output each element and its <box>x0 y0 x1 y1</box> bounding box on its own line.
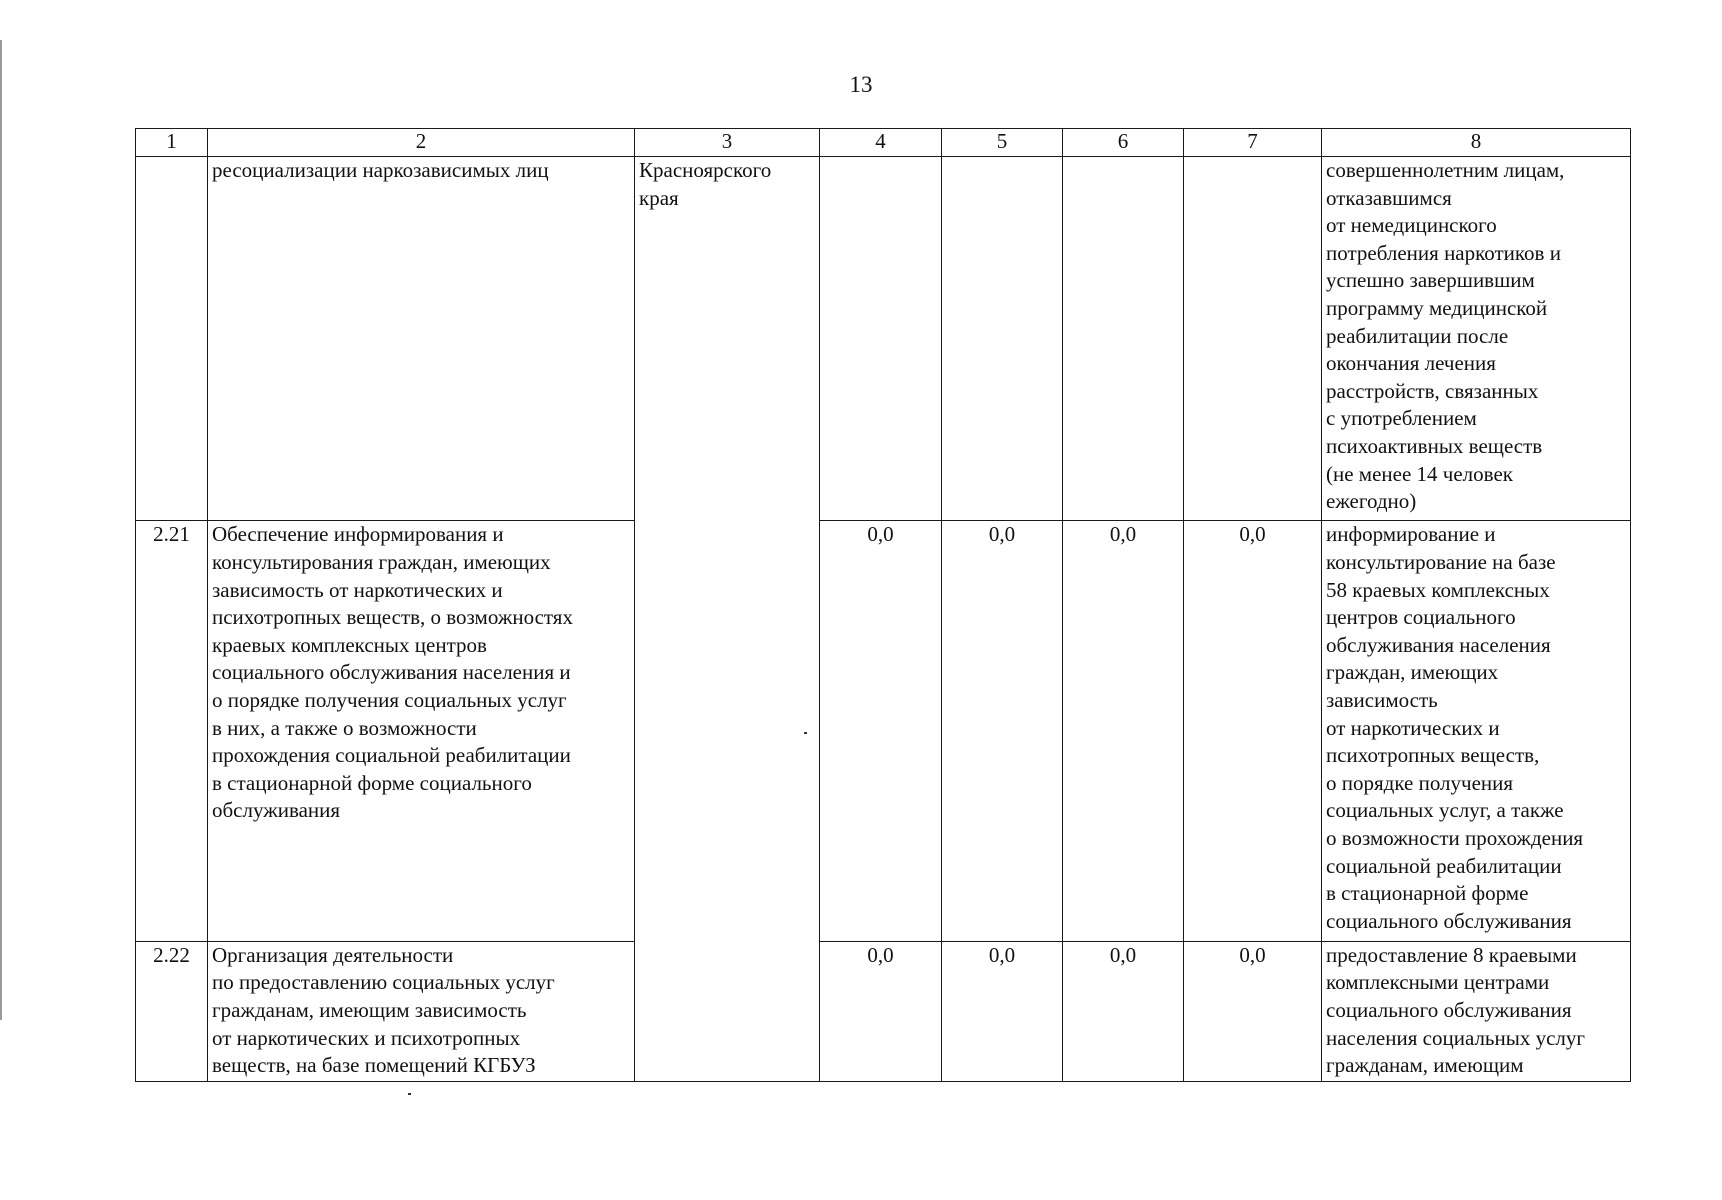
table-header-row <box>136 129 1631 157</box>
header-cell-3: 3 <box>635 129 820 157</box>
value-col-4: 0,0 <box>820 521 942 941</box>
row-number: 2.21 <box>136 521 208 941</box>
measure-name: Организация деятельности по предоставлению социальных услуг гражданам, имеющим зависимость от наркотических и психотропных веществ, на базе помещений КГБУЗ <box>208 941 635 1081</box>
header-cell-6: 6 <box>1063 129 1184 157</box>
value-col-4 <box>820 157 942 521</box>
table-row <box>136 157 1631 521</box>
scan-dot <box>408 1093 411 1095</box>
table-row <box>136 521 1631 941</box>
measures-table <box>135 128 1631 1082</box>
header-cell-4: 4 <box>820 129 942 157</box>
value-col-7 <box>1184 157 1322 521</box>
page-number: 13 <box>849 72 873 97</box>
value-col-7: 0,0 <box>1184 521 1322 941</box>
value-col-5: 0,0 <box>942 941 1063 1081</box>
header-cell-7: 7 <box>1184 129 1322 157</box>
expected-result: предоставление 8 краевыми комплексными центрами социального обслуживания населения социальных услуг гражданам, имеющим <box>1322 941 1631 1081</box>
value-col-6 <box>1063 157 1184 521</box>
value-col-6: 0,0 <box>1063 521 1184 941</box>
expected-result: совершеннолетним лицам, отказавшимся от немедицинского потребления наркотиков и успешно завершившим программу медицинской реабилитации после окончания лечения расстройств, связанных с употреблением психоактивных веществ (не менее 14 человек ежегодно) <box>1322 157 1631 521</box>
value-col-4: 0,0 <box>820 941 942 1081</box>
measure-name: Обеспечение информирования и консультирования граждан, имеющих зависимость от наркотических и психотропных веществ, о возможностях краевых комплексных центров социального обслуживания населения и о порядке получения социальных услуг в них, а также о возможности прохождения социальной реабилитации в стационарной форме социального обслуживания <box>208 521 635 941</box>
page-edge-line <box>0 40 2 1020</box>
value-col-5: 0,0 <box>942 521 1063 941</box>
row-number: 2.22 <box>136 941 208 1081</box>
row-number <box>136 157 208 521</box>
header-cell-5: 5 <box>942 129 1063 157</box>
table-row <box>136 941 1631 1081</box>
scan-dot <box>804 732 807 734</box>
executor-cell: Красноярского края <box>635 157 820 1082</box>
header-cell-8: 8 <box>1322 129 1631 157</box>
value-col-7: 0,0 <box>1184 941 1322 1081</box>
measure-name: ресоциализации наркозависимых лиц <box>208 157 635 521</box>
value-col-5 <box>942 157 1063 521</box>
value-col-6: 0,0 <box>1063 941 1184 1081</box>
header-cell-1: 1 <box>136 129 208 157</box>
expected-result: информирование и консультирование на базе 58 краевых комплексных центров социального обслуживания населения граждан, имеющих зависимость от наркотических и психотропных веществ, о порядке получения социальных услуг, а также о возможности прохождения социальной реабилитации в стационарной форме социального обслуживания <box>1322 521 1631 941</box>
header-cell-2: 2 <box>208 129 635 157</box>
